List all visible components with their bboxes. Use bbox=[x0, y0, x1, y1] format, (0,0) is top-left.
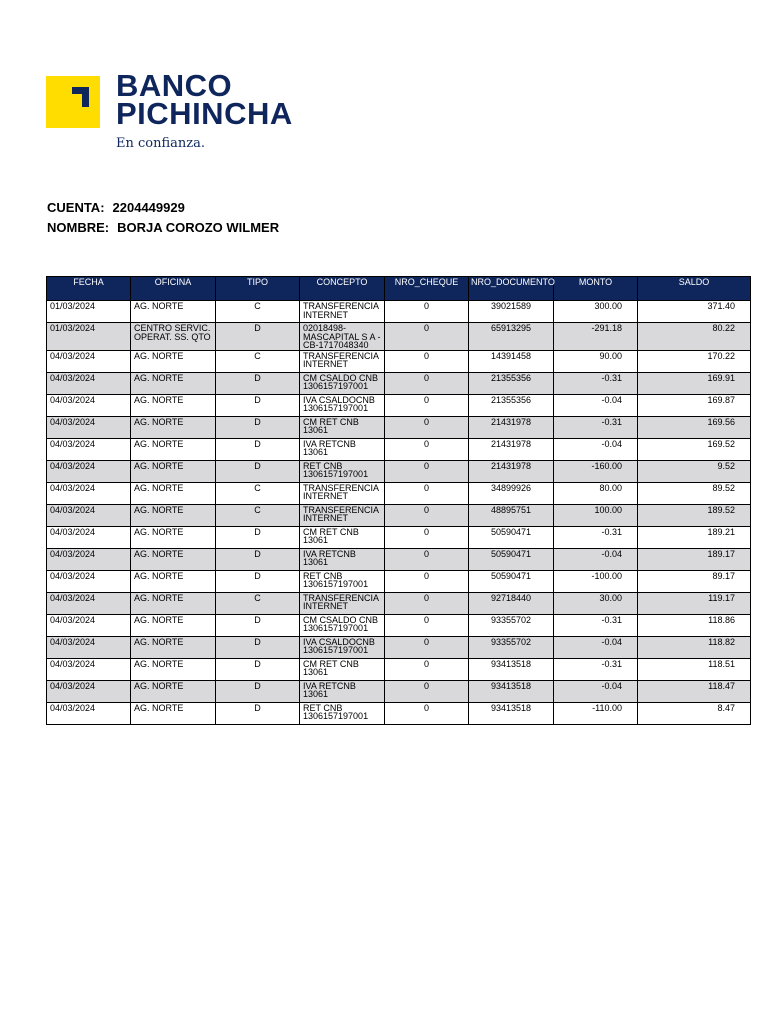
bank-name-line2: PICHINCHA bbox=[116, 96, 293, 131]
table-row bbox=[47, 548, 751, 570]
cell-cheque: 0 bbox=[385, 592, 469, 614]
cell-concepto: IVA RETCNB 13061 bbox=[300, 438, 385, 460]
cell-oficina: AG. NORTE bbox=[131, 394, 216, 416]
bank-name-line1: BANCO bbox=[116, 68, 233, 103]
cell-concepto: RET CNB 1306157197001 bbox=[300, 702, 385, 724]
cell-concepto: TRANSFERENCIA INTERNET bbox=[300, 592, 385, 614]
cell-oficina: AG. NORTE bbox=[131, 658, 216, 680]
table-row bbox=[47, 504, 751, 526]
cell-tipo: D bbox=[216, 394, 300, 416]
cell-fecha: 04/03/2024 bbox=[47, 658, 131, 680]
cell-saldo: 8.47 bbox=[638, 702, 751, 724]
cell-tipo: D bbox=[216, 614, 300, 636]
cell-cheque: 0 bbox=[385, 438, 469, 460]
cell-concepto: 02018498-MASCAPITAL S A -CB-1717048340 bbox=[300, 323, 385, 351]
cell-documento: 14391458 bbox=[469, 350, 554, 372]
cell-oficina: AG. NORTE bbox=[131, 526, 216, 548]
cell-fecha: 04/03/2024 bbox=[47, 614, 131, 636]
cell-documento: 21355356 bbox=[469, 394, 554, 416]
cell-cheque: 0 bbox=[385, 350, 469, 372]
account-holder-value: BORJA COROZO WILMER bbox=[117, 220, 280, 235]
cell-fecha: 01/03/2024 bbox=[47, 301, 131, 323]
cell-documento: 50590471 bbox=[469, 526, 554, 548]
cell-concepto: IVA RETCNB 13061 bbox=[300, 548, 385, 570]
table-row bbox=[47, 482, 751, 504]
cell-documento: 50590471 bbox=[469, 570, 554, 592]
cell-documento: 50590471 bbox=[469, 548, 554, 570]
cell-fecha: 04/03/2024 bbox=[47, 570, 131, 592]
cell-saldo: 89.17 bbox=[638, 570, 751, 592]
cell-documento: 21431978 bbox=[469, 438, 554, 460]
table-row bbox=[47, 570, 751, 592]
cell-fecha: 04/03/2024 bbox=[47, 416, 131, 438]
cell-saldo: 169.91 bbox=[638, 372, 751, 394]
cell-fecha: 04/03/2024 bbox=[47, 372, 131, 394]
column-header-saldo: SALDO bbox=[638, 277, 751, 301]
cell-documento: 21355356 bbox=[469, 372, 554, 394]
cell-oficina: AG. NORTE bbox=[131, 614, 216, 636]
cell-cheque: 0 bbox=[385, 526, 469, 548]
header-row bbox=[47, 277, 751, 301]
account-number-value: 2204449929 bbox=[112, 200, 185, 215]
cell-tipo: D bbox=[216, 570, 300, 592]
cell-monto: -0.31 bbox=[554, 658, 638, 680]
cell-oficina: AG. NORTE bbox=[131, 482, 216, 504]
cell-saldo: 118.51 bbox=[638, 658, 751, 680]
cell-fecha: 04/03/2024 bbox=[47, 636, 131, 658]
cell-fecha: 01/03/2024 bbox=[47, 323, 131, 351]
cell-tipo: D bbox=[216, 658, 300, 680]
cell-documento: 34899926 bbox=[469, 482, 554, 504]
column-header-monto: MONTO bbox=[554, 277, 638, 301]
cell-concepto: RET CNB 1306157197001 bbox=[300, 570, 385, 592]
cell-saldo: 118.47 bbox=[638, 680, 751, 702]
cell-monto: -0.31 bbox=[554, 526, 638, 548]
cell-cheque: 0 bbox=[385, 482, 469, 504]
cell-monto: -0.04 bbox=[554, 438, 638, 460]
cell-concepto: RET CNB 1306157197001 bbox=[300, 460, 385, 482]
cell-tipo: D bbox=[216, 416, 300, 438]
cell-saldo: 170.22 bbox=[638, 350, 751, 372]
cell-cheque: 0 bbox=[385, 394, 469, 416]
cell-documento: 21431978 bbox=[469, 460, 554, 482]
column-header-oficina: OFICINA bbox=[131, 277, 216, 301]
cell-documento: 21431978 bbox=[469, 416, 554, 438]
cell-oficina: AG. NORTE bbox=[131, 350, 216, 372]
cell-documento: 39021589 bbox=[469, 301, 554, 323]
cell-monto: 30.00 bbox=[554, 592, 638, 614]
cell-saldo: 118.86 bbox=[638, 614, 751, 636]
cell-oficina: AG. NORTE bbox=[131, 702, 216, 724]
cell-fecha: 04/03/2024 bbox=[47, 526, 131, 548]
table-row bbox=[47, 526, 751, 548]
cell-cheque: 0 bbox=[385, 416, 469, 438]
cell-concepto: IVA RETCNB 13061 bbox=[300, 680, 385, 702]
cell-monto: -291.18 bbox=[554, 323, 638, 351]
cell-monto: -0.31 bbox=[554, 372, 638, 394]
cell-concepto: CM RET CNB 13061 bbox=[300, 658, 385, 680]
cell-cheque: 0 bbox=[385, 636, 469, 658]
cell-cheque: 0 bbox=[385, 460, 469, 482]
cell-concepto: CM RET CNB 13061 bbox=[300, 416, 385, 438]
cell-tipo: C bbox=[216, 350, 300, 372]
cell-fecha: 04/03/2024 bbox=[47, 592, 131, 614]
cell-oficina: AG. NORTE bbox=[131, 680, 216, 702]
cell-oficina: AG. NORTE bbox=[131, 416, 216, 438]
cell-saldo: 80.22 bbox=[638, 323, 751, 351]
table-body bbox=[47, 301, 751, 725]
column-header-nro-documento: NRO_DOCUMENTO bbox=[469, 277, 554, 301]
table-row bbox=[47, 350, 751, 372]
cell-saldo: 169.87 bbox=[638, 394, 751, 416]
cell-documento: 48895751 bbox=[469, 504, 554, 526]
cell-saldo: 371.40 bbox=[638, 301, 751, 323]
table-row bbox=[47, 702, 751, 724]
cell-concepto: TRANSFERENCIA INTERNET bbox=[300, 482, 385, 504]
cell-tipo: D bbox=[216, 526, 300, 548]
cell-concepto: TRANSFERENCIA INTERNET bbox=[300, 504, 385, 526]
cell-oficina: AG. NORTE bbox=[131, 636, 216, 658]
account-number bbox=[47, 200, 185, 215]
table-row bbox=[47, 460, 751, 482]
cell-tipo: D bbox=[216, 323, 300, 351]
cell-oficina: CENTRO SERVIC. OPERAT. SS. QTO bbox=[131, 323, 216, 351]
cell-fecha: 04/03/2024 bbox=[47, 394, 131, 416]
cell-fecha: 04/03/2024 bbox=[47, 350, 131, 372]
account-number-label: CUENTA: bbox=[47, 200, 105, 215]
table-row bbox=[47, 614, 751, 636]
table-row bbox=[47, 680, 751, 702]
cell-saldo: 169.52 bbox=[638, 438, 751, 460]
cell-oficina: AG. NORTE bbox=[131, 504, 216, 526]
cell-saldo: 169.56 bbox=[638, 416, 751, 438]
cell-tipo: C bbox=[216, 482, 300, 504]
cell-saldo: 189.17 bbox=[638, 548, 751, 570]
cell-monto: -160.00 bbox=[554, 460, 638, 482]
cell-cheque: 0 bbox=[385, 323, 469, 351]
cell-monto: -0.04 bbox=[554, 636, 638, 658]
bank-logo-icon bbox=[46, 76, 100, 128]
cell-fecha: 04/03/2024 bbox=[47, 482, 131, 504]
account-holder bbox=[47, 220, 279, 235]
cell-saldo: 118.82 bbox=[638, 636, 751, 658]
cell-fecha: 04/03/2024 bbox=[47, 548, 131, 570]
cell-documento: 65913295 bbox=[469, 323, 554, 351]
table-header bbox=[47, 277, 751, 301]
bank-logo bbox=[46, 68, 326, 156]
cell-monto: -0.31 bbox=[554, 416, 638, 438]
cell-concepto: IVA CSALDOCNB 1306157197001 bbox=[300, 394, 385, 416]
cell-tipo: D bbox=[216, 702, 300, 724]
cell-cheque: 0 bbox=[385, 504, 469, 526]
cell-saldo: 189.21 bbox=[638, 526, 751, 548]
cell-cheque: 0 bbox=[385, 548, 469, 570]
cell-cheque: 0 bbox=[385, 658, 469, 680]
column-header-concepto: CONCEPTO bbox=[300, 277, 385, 301]
cell-tipo: D bbox=[216, 548, 300, 570]
cell-fecha: 04/03/2024 bbox=[47, 438, 131, 460]
cell-cheque: 0 bbox=[385, 702, 469, 724]
table-row bbox=[47, 372, 751, 394]
cell-concepto: IVA CSALDOCNB 1306157197001 bbox=[300, 636, 385, 658]
cell-monto: -0.31 bbox=[554, 614, 638, 636]
cell-cheque: 0 bbox=[385, 614, 469, 636]
cell-monto: -100.00 bbox=[554, 570, 638, 592]
cell-monto: 300.00 bbox=[554, 301, 638, 323]
cell-cheque: 0 bbox=[385, 680, 469, 702]
cell-saldo: 9.52 bbox=[638, 460, 751, 482]
cell-fecha: 04/03/2024 bbox=[47, 680, 131, 702]
cell-monto: 80.00 bbox=[554, 482, 638, 504]
table-row bbox=[47, 416, 751, 438]
cell-concepto: CM RET CNB 13061 bbox=[300, 526, 385, 548]
cell-monto: 100.00 bbox=[554, 504, 638, 526]
cell-documento: 92718440 bbox=[469, 592, 554, 614]
cell-concepto: CM CSALDO CNB 1306157197001 bbox=[300, 372, 385, 394]
table-row bbox=[47, 394, 751, 416]
cell-tipo: D bbox=[216, 372, 300, 394]
cell-monto: -0.04 bbox=[554, 680, 638, 702]
column-header-nro-cheque: NRO_CHEQUE bbox=[385, 277, 469, 301]
cell-oficina: AG. NORTE bbox=[131, 301, 216, 323]
cell-tipo: D bbox=[216, 460, 300, 482]
cell-cheque: 0 bbox=[385, 301, 469, 323]
column-header-tipo: TIPO bbox=[216, 277, 300, 301]
cell-saldo: 119.17 bbox=[638, 592, 751, 614]
cell-documento: 93413518 bbox=[469, 658, 554, 680]
cell-documento: 93413518 bbox=[469, 702, 554, 724]
cell-cheque: 0 bbox=[385, 372, 469, 394]
cell-documento: 93413518 bbox=[469, 680, 554, 702]
cell-oficina: AG. NORTE bbox=[131, 460, 216, 482]
cell-tipo: C bbox=[216, 504, 300, 526]
cell-tipo: D bbox=[216, 438, 300, 460]
cell-oficina: AG. NORTE bbox=[131, 372, 216, 394]
table-row bbox=[47, 438, 751, 460]
bank-name bbox=[116, 68, 293, 131]
table-row bbox=[47, 301, 751, 323]
cell-tipo: C bbox=[216, 301, 300, 323]
bank-tagline: En confianza. bbox=[116, 136, 206, 151]
cell-monto: -0.04 bbox=[554, 394, 638, 416]
cell-documento: 93355702 bbox=[469, 636, 554, 658]
table-row bbox=[47, 592, 751, 614]
cell-saldo: 189.52 bbox=[638, 504, 751, 526]
column-header-fecha: FECHA bbox=[47, 277, 131, 301]
cell-fecha: 04/03/2024 bbox=[47, 460, 131, 482]
cell-concepto: CM CSALDO CNB 1306157197001 bbox=[300, 614, 385, 636]
cell-monto: -0.04 bbox=[554, 548, 638, 570]
cell-oficina: AG. NORTE bbox=[131, 592, 216, 614]
cell-tipo: C bbox=[216, 592, 300, 614]
cell-tipo: D bbox=[216, 636, 300, 658]
table-row bbox=[47, 658, 751, 680]
cell-monto: -110.00 bbox=[554, 702, 638, 724]
table-row bbox=[47, 323, 751, 351]
cell-monto: 90.00 bbox=[554, 350, 638, 372]
table-row bbox=[47, 636, 751, 658]
cell-fecha: 04/03/2024 bbox=[47, 702, 131, 724]
cell-oficina: AG. NORTE bbox=[131, 438, 216, 460]
cell-tipo: D bbox=[216, 680, 300, 702]
cell-fecha: 04/03/2024 bbox=[47, 504, 131, 526]
cell-concepto: TRANSFERENCIA INTERNET bbox=[300, 301, 385, 323]
transactions-table bbox=[46, 276, 751, 725]
cell-oficina: AG. NORTE bbox=[131, 548, 216, 570]
cell-saldo: 89.52 bbox=[638, 482, 751, 504]
cell-cheque: 0 bbox=[385, 570, 469, 592]
cell-concepto: TRANSFERENCIA INTERNET bbox=[300, 350, 385, 372]
cell-oficina: AG. NORTE bbox=[131, 570, 216, 592]
account-holder-label: NOMBRE: bbox=[47, 220, 110, 235]
cell-documento: 93355702 bbox=[469, 614, 554, 636]
